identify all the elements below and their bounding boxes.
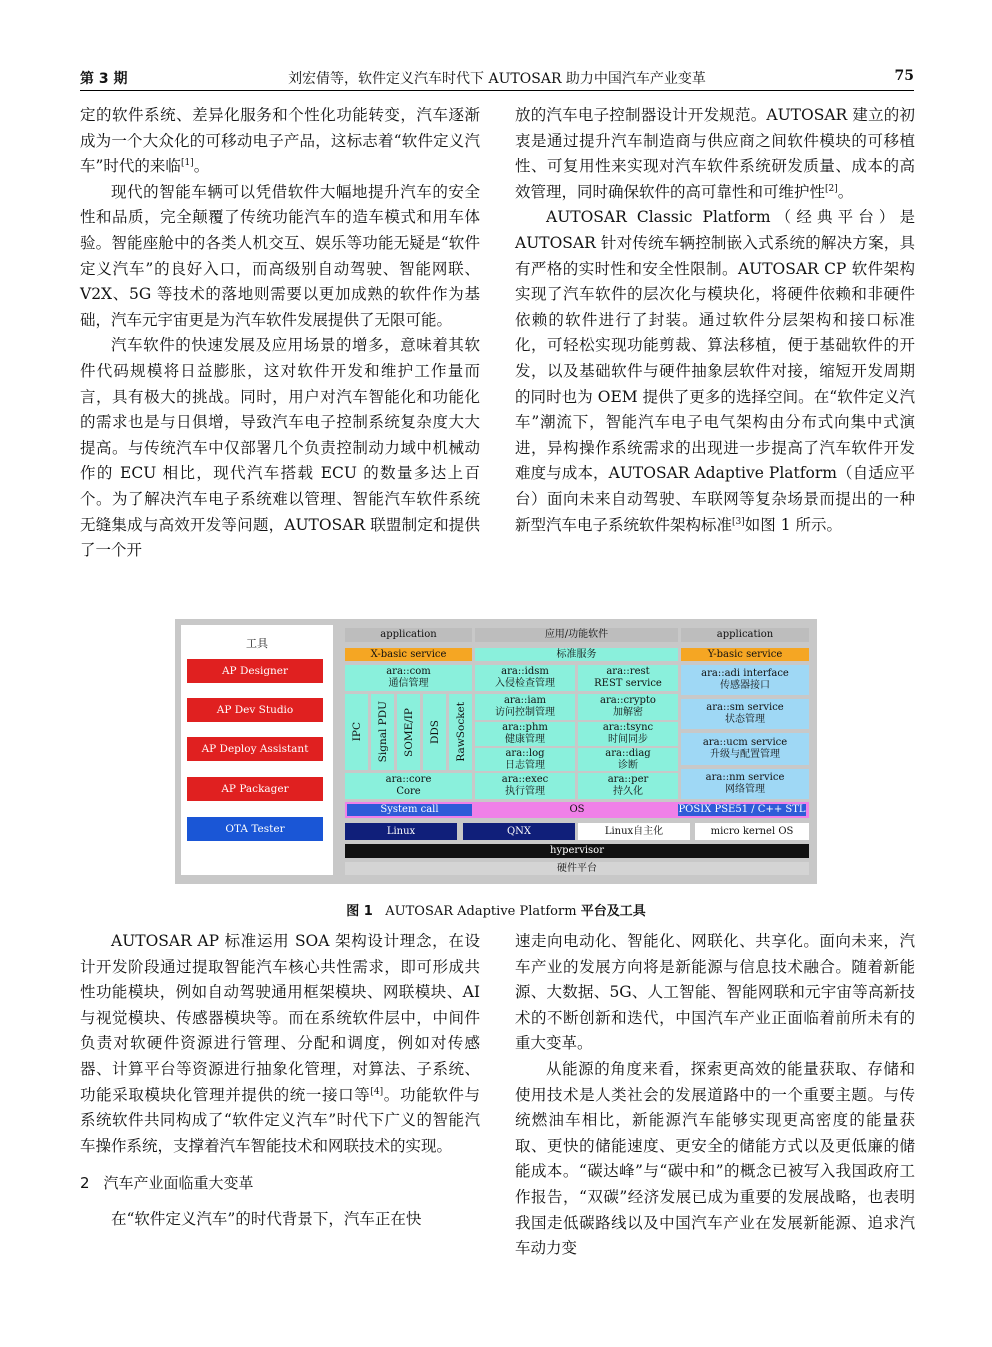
ara-nm: ara::nm service 网络管理 (681, 769, 809, 799)
os-layer: OS (345, 802, 809, 818)
ara-com (345, 665, 472, 691)
module-label: 通信管理 (388, 678, 429, 689)
paragraph: AUTOSAR Classic Platform（经典平台）是 AUTOSAR 针对传统车辆控制嵌入式系统的解决方案，具有严格的实时性和安全性限制。AUTOSAR CP 软件架构实现了汽车软件的层次化与模块化，将硬件依赖和非硬件依赖的软件进行了封装。通过软件分层架构和接口标准化，可轻松实现功能剪裁、算法移植，便于基础软件的开发，以及基础软件与硬件抽象层软件对接，缩短开发周期的同时也为 OEM 提供了更多的选择空间。在“软件定义汽车”潮流下，智能汽车电子电气架构由分布式向集中式演进，异构操作系统需求的出现进一步提高了汽车软件开发难度与成本，AUTOSAR Adaptive Platform（自适应平台）面向未来自动驾驶、车联网等复杂场景而提出的一种新型汽车电子系统软件架构标准[3]如图 1 所示。 (515, 208, 915, 534)
raw-socket: RawSocket (449, 694, 472, 770)
issue-number: 第 3 期 (80, 71, 128, 87)
paragraph: 从能源的角度来看，探索更高效的能量获取、存储和使用技术是人类社会的发展道路中的一个重要主题。与传统燃油车相比，新能源汽车能够实现更高密度的能量获取、更快的储能速度、更安全的储能方式以及更低廉的储能成本。“碳达峰”与“碳中和”的概念已被写入我国政府工作报告，“双碳”经济发展已成为重要的发展战略，也表明我国走低碳路线以及中国汽车产业在发展新能源、追求汽车动力变 (515, 1059, 915, 1258)
app-center: 应用/功能软件 (475, 628, 678, 642)
ara-crypto: ara::crypto 加解密 (578, 694, 678, 720)
citation[interactable]: [3] (732, 516, 745, 527)
ara-log: ara::log 日志管理 (475, 748, 575, 771)
ara-iam: ara::iam 访问控制管理 (475, 694, 575, 720)
left-column-bottom (80, 929, 480, 1233)
paragraph: 速走向电动化、智能化、网联化、共享化。面向未来，汽车产业的发展方向将是新能源与信息技术融合。随着新能源、大数据、5G、人工智能、智能网联和元宇宙等高新技术的不断创新和迭代，中国汽车产业正面临着前所未有的重大变革。 (515, 932, 915, 1053)
tool-ap-packager: AP Packager (187, 777, 323, 801)
tool-ota-tester: OTA Tester (187, 817, 323, 841)
some-ip: SOME/IP (397, 694, 420, 770)
module-name: ara::com (386, 666, 431, 677)
header-rule (80, 90, 914, 91)
tool-ap-dev-studio: AP Dev Studio (187, 698, 323, 722)
paragraph: 定的软件系统、差异化服务和个性化功能转变，汽车逐渐成为一个大众化的可移动电子产品，这标志着“软件定义汽车”时代的来临[1]。 (80, 106, 480, 176)
paragraph: 放的汽车电子控制器设计开发规范。AUTOSAR 建立的初衷是通过提升汽车制造商与供应商之间软件模块的可移植性、可复用性来实现对汽车软件系统研发质量、成本的高效管理，同时确保软件的高可靠性和可维护性[2]。 (515, 106, 915, 201)
ara-ucm: ara::ucm service 升级与配置管理 (681, 733, 809, 765)
figure-caption: 图 1 AUTOSAR Adaptive Platform 平台及工具 (346, 904, 646, 919)
os-linux-self: Linux自主化 (578, 823, 690, 840)
paragraph: 汽车软件的快速发展及应用场景的增多，意味着其软件代码规模将日益膨胀，这对软件开发和维护工作量而言，具有极大的挑战。同时，用户对汽车智能化和功能化的需求也是与日俱增，导致汽车电子控制系统复杂度大大提高。与传统汽车中仅部署几个负责控制动力域中机械动作的 ECU 相比，现代汽车搭载 ECU 的数量多达上百个。为了解决汽车电子系统难以管理、智能汽车软件系统无缝集成与高效开发等问题，AUTOSAR 联盟制定和提供了一个开 (80, 336, 480, 560)
paragraph: 在“软件定义汽车”的时代背景下，汽车正在快 (111, 1209, 422, 1228)
y-basic-service: Y-basic service (681, 648, 809, 661)
system-call: System call (347, 804, 472, 816)
app-right: application (681, 628, 809, 642)
ara-sm: ara::sm service 状态管理 (681, 699, 809, 729)
hardware-platform: 硬件平台 (345, 862, 809, 875)
running-title: 刘宏倩等，软件定义汽车时代下 AUTOSAR 助力中国汽车产业变革 (288, 71, 706, 87)
os-linux: Linux (345, 823, 457, 840)
left-column-top (80, 103, 480, 564)
figure-autosar-ap (175, 619, 817, 884)
tool-ap-designer: AP Designer (187, 659, 323, 683)
ara-exec: ara::exec 执行管理 (475, 773, 575, 799)
hypervisor: hypervisor (345, 844, 809, 858)
x-basic-service: X-basic service (345, 648, 472, 661)
citation[interactable]: [2] (825, 183, 838, 194)
os-micro-kernel: micro kernel OS (695, 823, 809, 840)
os-qnx: QNX (463, 823, 575, 840)
ara-phm: ara::phm 健康管理 (475, 722, 575, 746)
ara-per: ara::per 持久化 (578, 773, 678, 799)
ara-diag: ara::diag 诊断 (578, 748, 678, 771)
standard-service: 标准服务 (475, 648, 678, 661)
section-heading: 2 汽车产业面临重大变革 (80, 1174, 254, 1193)
right-column-bottom (515, 929, 915, 1262)
tools-title: 工具 (246, 637, 268, 650)
ara-tsync: ara::tsync 时间同步 (578, 722, 678, 746)
paragraph: AUTOSAR AP 标准运用 SOA 架构设计理念，在设计开发阶段通过提取智能汽车核心共性需求，即可形成共性功能模块，例如自动驾驶通用框架模块、网联模块、AI 与视觉模块、传感器模块等。而在系统软件层中，中间件负责对软硬件资源进行管理、分配和调度，例如对传感器、计算平台等资源进行抽象化管理，对算法、子系统、功能采取模块化管理并提供的统一接口等[4]。功能软件与系统软件共同构成了“软件定义汽车”时代下广义的智能汽车操作系统，支撑着汽车智能技术和网联技术的实现。 (80, 932, 480, 1155)
ara-idsm: ara::idsm 入侵检查管理 (475, 665, 575, 691)
running-header (80, 64, 914, 86)
dds: DDS (423, 694, 446, 770)
ara-core: ara::core Core (345, 773, 472, 799)
page-number: 75 (894, 68, 914, 84)
signal-pdu: Signal PDU (371, 694, 394, 770)
tools-panel (181, 625, 333, 875)
app-left: application (345, 628, 472, 642)
ipc: IPC (345, 694, 368, 770)
ara-rest: ara::rest REST service (578, 665, 678, 691)
citation[interactable]: [1] (180, 158, 194, 169)
citation[interactable]: [4] (370, 1086, 384, 1097)
ara-adi: ara::adi interface 传感器接口 (681, 665, 809, 695)
right-column-top (515, 103, 915, 538)
posix-stl: POSIX PSE51 / C++ STL (678, 804, 806, 815)
paragraph: 现代的智能车辆可以凭借软件大幅地提升汽车的安全性和品质，完全颠覆了传统功能汽车的造车模式和用车体验。智能座舱中的各类人机交互、娱乐等功能无疑是“软件定义汽车”的良好入口，而高级别自动驾驶、智能网联、V2X、5G 等技术的落地则需要以更加成熟的软件作为基础，汽车元宇宙更是为汽车软件发展提供了无限可能。 (80, 182, 480, 329)
tool-ap-deploy-assistant: AP Deploy Assistant (187, 737, 323, 761)
